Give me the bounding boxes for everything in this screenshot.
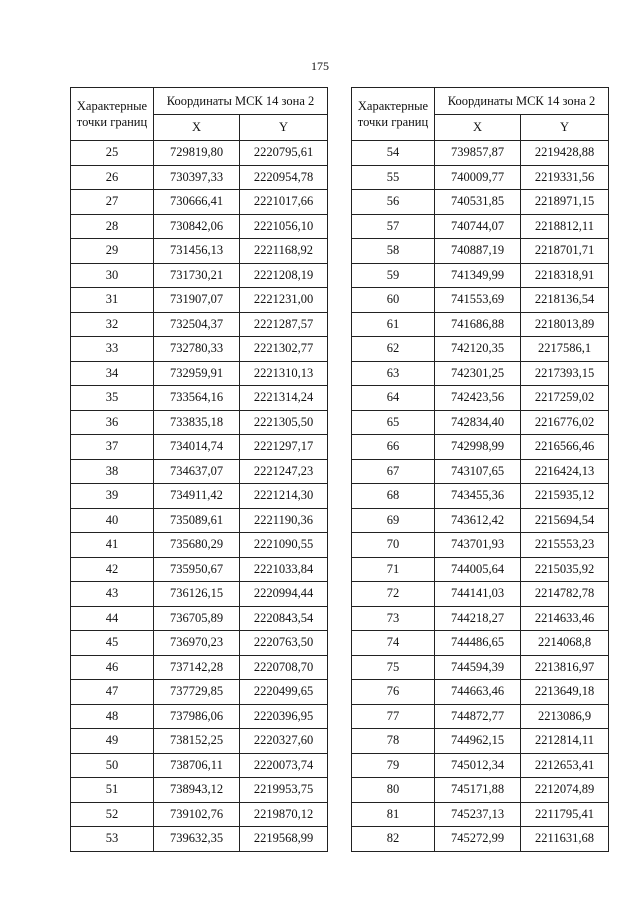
x-coordinate-cell: 745272,99 [435,827,521,852]
table-row [71,141,328,166]
table-row [352,655,609,680]
table-row [71,312,328,337]
x-coordinate-cell: 734637,07 [154,459,240,484]
point-number-cell: 61 [352,312,435,337]
coordinates-table-right [351,87,609,852]
table-row [71,410,328,435]
table-row [352,288,609,313]
x-coordinate-cell: 738152,25 [154,729,240,754]
header-x: X [154,115,240,141]
header-coords-group: Координаты МСК 14 зона 2 [154,88,328,115]
point-number-cell: 44 [71,606,154,631]
x-coordinate-cell: 739857,87 [435,141,521,166]
point-number-cell: 53 [71,827,154,852]
table-row [352,239,609,264]
table-row [71,729,328,754]
y-coordinate-cell: 2220396,95 [240,704,328,729]
point-number-cell: 58 [352,239,435,264]
point-number-cell: 33 [71,337,154,362]
y-coordinate-cell: 2217586,1 [521,337,609,362]
point-number-cell: 30 [71,263,154,288]
x-coordinate-cell: 730842,06 [154,214,240,239]
table-row [71,214,328,239]
y-coordinate-cell: 2211631,68 [521,827,609,852]
point-number-cell: 62 [352,337,435,362]
y-coordinate-cell: 2212814,11 [521,729,609,754]
point-number-cell: 63 [352,361,435,386]
point-number-cell: 26 [71,165,154,190]
y-coordinate-cell: 2220843,54 [240,606,328,631]
table-row [352,312,609,337]
point-number-cell: 76 [352,680,435,705]
y-coordinate-cell: 2216566,46 [521,435,609,460]
x-coordinate-cell: 745237,13 [435,802,521,827]
point-number-cell: 72 [352,582,435,607]
point-number-cell: 78 [352,729,435,754]
point-number-cell: 81 [352,802,435,827]
x-coordinate-cell: 743455,36 [435,484,521,509]
x-coordinate-cell: 735680,29 [154,533,240,558]
header-y: Y [240,115,328,141]
coordinates-table-left [70,87,328,852]
y-coordinate-cell: 2221214,30 [240,484,328,509]
y-coordinate-cell: 2213086,9 [521,704,609,729]
x-coordinate-cell: 744005,64 [435,557,521,582]
point-number-cell: 42 [71,557,154,582]
table-row [352,557,609,582]
x-coordinate-cell: 742998,99 [435,435,521,460]
table-row [71,459,328,484]
point-number-cell: 73 [352,606,435,631]
y-coordinate-cell: 2217259,02 [521,386,609,411]
x-coordinate-cell: 741349,99 [435,263,521,288]
point-number-cell: 54 [352,141,435,166]
point-number-cell: 43 [71,582,154,607]
point-number-cell: 40 [71,508,154,533]
point-number-cell: 55 [352,165,435,190]
x-coordinate-cell: 738943,12 [154,778,240,803]
point-number-cell: 27 [71,190,154,215]
y-coordinate-cell: 2220763,50 [240,631,328,656]
point-number-cell: 59 [352,263,435,288]
table-row [352,778,609,803]
point-number-cell: 75 [352,655,435,680]
y-coordinate-cell: 2218701,71 [521,239,609,264]
point-number-cell: 36 [71,410,154,435]
x-coordinate-cell: 732959,91 [154,361,240,386]
table-row [71,753,328,778]
table-row [71,704,328,729]
y-coordinate-cell: 2221056,10 [240,214,328,239]
point-number-cell: 77 [352,704,435,729]
table-row [352,827,609,852]
table-row [71,631,328,656]
x-coordinate-cell: 732504,37 [154,312,240,337]
y-coordinate-cell: 2217393,15 [521,361,609,386]
point-number-cell: 69 [352,508,435,533]
header-boundary-points [352,88,435,141]
y-coordinate-cell: 2219331,56 [521,165,609,190]
y-coordinate-cell: 2213816,97 [521,655,609,680]
point-number-cell: 64 [352,386,435,411]
table-row [71,582,328,607]
y-coordinate-cell: 2220073,74 [240,753,328,778]
x-coordinate-cell: 740744,07 [435,214,521,239]
y-coordinate-cell: 2214068,8 [521,631,609,656]
x-coordinate-cell: 744594,39 [435,655,521,680]
point-number-cell: 39 [71,484,154,509]
point-number-cell: 28 [71,214,154,239]
table-row [71,288,328,313]
point-number-cell: 45 [71,631,154,656]
point-number-cell: 34 [71,361,154,386]
table-row [71,827,328,852]
point-number-cell: 56 [352,190,435,215]
point-number-cell: 66 [352,435,435,460]
y-coordinate-cell: 2220795,61 [240,141,328,166]
x-coordinate-cell: 740887,19 [435,239,521,264]
table-row [352,484,609,509]
y-coordinate-cell: 2221190,36 [240,508,328,533]
x-coordinate-cell: 744486,65 [435,631,521,656]
y-coordinate-cell: 2219870,12 [240,802,328,827]
table-row [71,557,328,582]
x-coordinate-cell: 731907,07 [154,288,240,313]
page-number: 175 [311,59,329,73]
table-row [71,533,328,558]
x-coordinate-cell: 740009,77 [435,165,521,190]
x-coordinate-cell: 734911,42 [154,484,240,509]
point-number-cell: 60 [352,288,435,313]
point-number-cell: 49 [71,729,154,754]
x-coordinate-cell: 744141,03 [435,582,521,607]
y-coordinate-cell: 2219428,88 [521,141,609,166]
y-coordinate-cell: 2221247,23 [240,459,328,484]
table-row [71,680,328,705]
point-number-cell: 29 [71,239,154,264]
table-row [352,606,609,631]
y-coordinate-cell: 2218318,91 [521,263,609,288]
table-row [352,680,609,705]
x-coordinate-cell: 742120,35 [435,337,521,362]
table-row [352,582,609,607]
table-row [352,361,609,386]
y-coordinate-cell: 2214633,46 [521,606,609,631]
x-coordinate-cell: 741686,88 [435,312,521,337]
x-coordinate-cell: 735950,67 [154,557,240,582]
y-coordinate-cell: 2219568,99 [240,827,328,852]
table-row [71,508,328,533]
point-number-cell: 48 [71,704,154,729]
point-number-cell: 79 [352,753,435,778]
table-row [352,729,609,754]
x-coordinate-cell: 734014,74 [154,435,240,460]
y-coordinate-cell: 2221208,19 [240,263,328,288]
x-coordinate-cell: 741553,69 [435,288,521,313]
table-row [71,361,328,386]
point-number-cell: 38 [71,459,154,484]
table-row [71,337,328,362]
point-number-cell: 80 [352,778,435,803]
y-coordinate-cell: 2214782,78 [521,582,609,607]
point-number-cell: 32 [71,312,154,337]
x-coordinate-cell: 737142,28 [154,655,240,680]
table-row [352,508,609,533]
point-number-cell: 57 [352,214,435,239]
point-number-cell: 67 [352,459,435,484]
x-coordinate-cell: 735089,61 [154,508,240,533]
x-coordinate-cell: 738706,11 [154,753,240,778]
y-coordinate-cell: 2221310,13 [240,361,328,386]
point-number-cell: 31 [71,288,154,313]
x-coordinate-cell: 745171,88 [435,778,521,803]
y-coordinate-cell: 2221231,00 [240,288,328,313]
point-number-cell: 46 [71,655,154,680]
x-coordinate-cell: 742423,56 [435,386,521,411]
header-x: X [435,115,521,141]
table-row [71,165,328,190]
y-coordinate-cell: 2218812,11 [521,214,609,239]
point-number-cell: 35 [71,386,154,411]
y-coordinate-cell: 2218013,89 [521,312,609,337]
y-coordinate-cell: 2215694,54 [521,508,609,533]
table-row [71,484,328,509]
x-coordinate-cell: 731456,13 [154,239,240,264]
y-coordinate-cell: 2220499,65 [240,680,328,705]
x-coordinate-cell: 731730,21 [154,263,240,288]
table-row [71,386,328,411]
y-coordinate-cell: 2212653,41 [521,753,609,778]
table-row [71,655,328,680]
point-number-cell: 82 [352,827,435,852]
y-coordinate-cell: 2220708,70 [240,655,328,680]
table-row [71,606,328,631]
y-coordinate-cell: 2215553,23 [521,533,609,558]
y-coordinate-cell: 2215035,92 [521,557,609,582]
x-coordinate-cell: 739632,35 [154,827,240,852]
table-row [352,141,609,166]
x-coordinate-cell: 736970,23 [154,631,240,656]
header-coords-group: Координаты МСК 14 зона 2 [435,88,609,115]
table-row [352,165,609,190]
y-coordinate-cell: 2219953,75 [240,778,328,803]
point-number-cell: 71 [352,557,435,582]
y-coordinate-cell: 2216424,13 [521,459,609,484]
y-coordinate-cell: 2215935,12 [521,484,609,509]
x-coordinate-cell: 729819,80 [154,141,240,166]
y-coordinate-cell: 2218971,15 [521,190,609,215]
table-row [352,533,609,558]
x-coordinate-cell: 732780,33 [154,337,240,362]
table-row [352,459,609,484]
table-row [352,214,609,239]
point-number-cell: 47 [71,680,154,705]
y-coordinate-cell: 2211795,41 [521,802,609,827]
x-coordinate-cell: 736126,15 [154,582,240,607]
header-points-line-1: Характерные [357,99,429,113]
table-row [71,263,328,288]
x-coordinate-cell: 730397,33 [154,165,240,190]
point-number-cell: 70 [352,533,435,558]
point-number-cell: 74 [352,631,435,656]
header-y: Y [521,115,609,141]
point-number-cell: 65 [352,410,435,435]
point-number-cell: 51 [71,778,154,803]
y-coordinate-cell: 2221305,50 [240,410,328,435]
table-row [352,435,609,460]
y-coordinate-cell: 2221168,92 [240,239,328,264]
y-coordinate-cell: 2213649,18 [521,680,609,705]
table-row [352,802,609,827]
table-row [352,337,609,362]
x-coordinate-cell: 733835,18 [154,410,240,435]
y-coordinate-cell: 2212074,89 [521,778,609,803]
point-number-cell: 41 [71,533,154,558]
y-coordinate-cell: 2221314,24 [240,386,328,411]
table-row [352,631,609,656]
y-coordinate-cell: 2220994,44 [240,582,328,607]
y-coordinate-cell: 2221017,66 [240,190,328,215]
x-coordinate-cell: 744218,27 [435,606,521,631]
x-coordinate-cell: 737729,85 [154,680,240,705]
point-number-cell: 52 [71,802,154,827]
x-coordinate-cell: 744962,15 [435,729,521,754]
point-number-cell: 68 [352,484,435,509]
x-coordinate-cell: 739102,76 [154,802,240,827]
y-coordinate-cell: 2221302,77 [240,337,328,362]
table-row [71,239,328,264]
x-coordinate-cell: 743107,65 [435,459,521,484]
x-coordinate-cell: 745012,34 [435,753,521,778]
x-coordinate-cell: 744663,46 [435,680,521,705]
table-row [71,802,328,827]
y-coordinate-cell: 2220954,78 [240,165,328,190]
y-coordinate-cell: 2221287,57 [240,312,328,337]
header-points-line-2: точки границ [76,115,148,129]
x-coordinate-cell: 733564,16 [154,386,240,411]
y-coordinate-cell: 2221090,55 [240,533,328,558]
x-coordinate-cell: 743612,42 [435,508,521,533]
header-points-line-2: точки границ [357,115,429,129]
y-coordinate-cell: 2216776,02 [521,410,609,435]
table-row [352,263,609,288]
point-number-cell: 50 [71,753,154,778]
x-coordinate-cell: 743701,93 [435,533,521,558]
table-row [71,435,328,460]
point-number-cell: 25 [71,141,154,166]
x-coordinate-cell: 737986,06 [154,704,240,729]
table-row [352,753,609,778]
x-coordinate-cell: 742834,40 [435,410,521,435]
y-coordinate-cell: 2221033,84 [240,557,328,582]
table-row [352,410,609,435]
x-coordinate-cell: 736705,89 [154,606,240,631]
table-row [352,704,609,729]
table-row [352,190,609,215]
point-number-cell: 37 [71,435,154,460]
y-coordinate-cell: 2218136,54 [521,288,609,313]
x-coordinate-cell: 740531,85 [435,190,521,215]
header-boundary-points [71,88,154,141]
header-points-line-1: Характерные [76,99,148,113]
y-coordinate-cell: 2220327,60 [240,729,328,754]
x-coordinate-cell: 730666,41 [154,190,240,215]
table-row [71,190,328,215]
table-row [71,778,328,803]
x-coordinate-cell: 744872,77 [435,704,521,729]
x-coordinate-cell: 742301,25 [435,361,521,386]
table-row [352,386,609,411]
y-coordinate-cell: 2221297,17 [240,435,328,460]
